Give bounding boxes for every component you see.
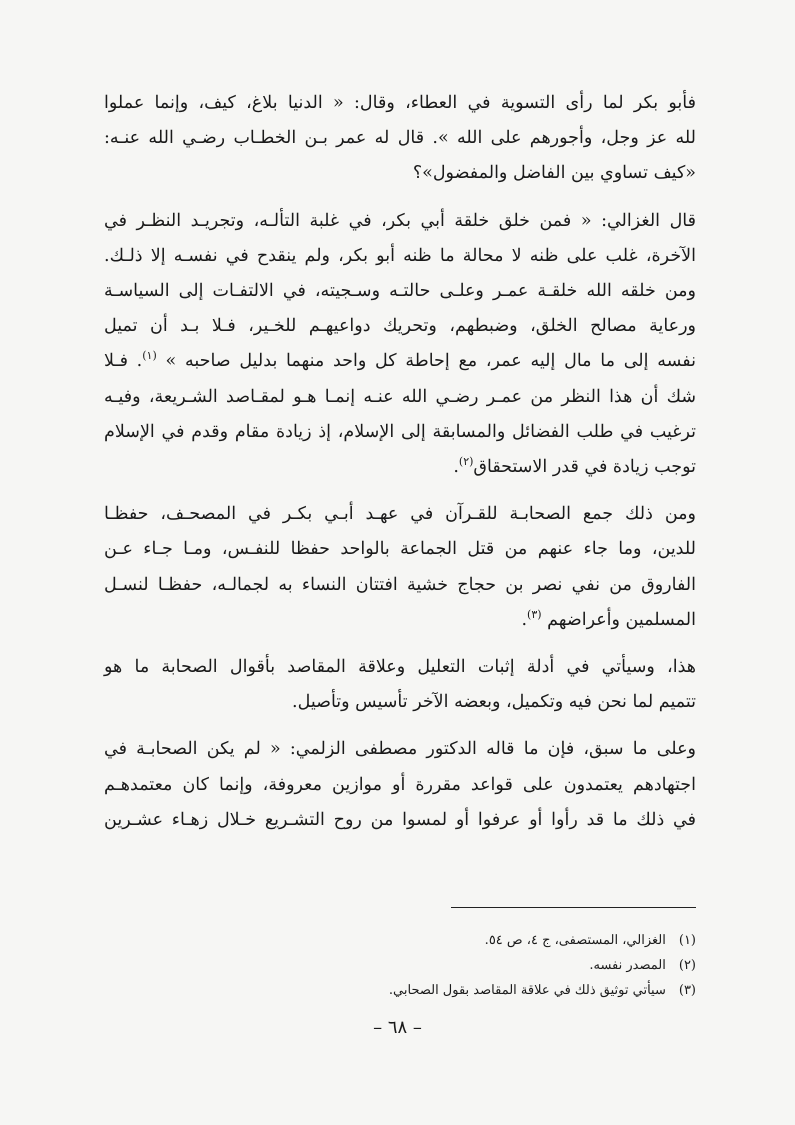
- paragraph-1: [104, 86, 696, 192]
- footnote-number: (٢): [678, 958, 696, 973]
- paragraph-4: [104, 650, 696, 720]
- footnote-ref: (٣): [527, 608, 542, 622]
- text-segment: نفسه إلى ما مال إليه عمر، مع إحاطة كل واحد منهما بدليل صاحبه »: [165, 351, 696, 372]
- footnote-divider: [451, 907, 696, 908]
- text-line: وعلى ما سبق، فإن ما قاله الدكتور مصطفى الزلمي: « لم يكن الصحابـة في: [104, 739, 696, 760]
- text-line: نفسه إلى ما مال إليه عمر، مع إحاطة كل واحد منهما بدليل صاحبه » $^{(١)}$. فـلا: [104, 349, 696, 372]
- text-segment: المسلمين وأعراضهم: [547, 609, 696, 630]
- footnote-text: سيأتي توثيق ذلك في علاقة المقاصد بقول الصحابي.: [388, 983, 666, 998]
- text-line: شك أن هذا النظر من عمـر رضـي الله عنـه إنمـا هـو لمقـاصد الشـريعة، وفيـه: [104, 386, 696, 407]
- footnote-text: المصدر نفسه.: [589, 958, 666, 973]
- text-line: الفاروق من نفي نصر بن حجاج خشية افتتان النساء به لجمالـه، حفظـا لنسـل: [104, 574, 696, 595]
- footnote-item: [300, 928, 696, 953]
- end-punct: .: [453, 457, 459, 478]
- text-line: اجتهادهم يعتمدون على قواعد مقررة أو موازين معروفة، وإنما كان معتمدهـم: [104, 774, 696, 795]
- text-line: ترغيب في طلب الفضائل والمسابقة إلى الإسلام، إذ زيادة مقام وقدم في الإسلام: [104, 421, 696, 442]
- page-number: – ٦٨ –: [373, 1017, 422, 1038]
- text-line: فأبو بكر لما رأى التسوية في العطاء، وقال: « الدنيا بلاغ، كيف، وإنما عملوا: [104, 93, 696, 113]
- text-line: ومن ذلك جمع الصحابـة للقـرآن في عهـد أبـي بكـر في المصحـف، حفظـا: [104, 504, 696, 525]
- text-line: لله عز وجل، وأجورهم على الله ». قال له عمر بـن الخطـاب رضـي الله عنـه:: [104, 128, 696, 149]
- main-text: [104, 86, 696, 850]
- footnote-number: (١): [678, 933, 696, 948]
- text-segment: فـلا: [104, 351, 128, 372]
- text-line: ورعاية مصالح الخلق، وضبطهم، وتحريك دواعيهـم للخـير، فـلا بـد أن تميل: [104, 316, 696, 337]
- footnote-ref: (١): [142, 349, 157, 363]
- text-line: تتميم لما نحن فيه وتكميل، وبعضه الآخر تأسيس وتأصيل.: [292, 692, 696, 713]
- footnote-item: [300, 953, 696, 978]
- text-segment: توجب زيادة في قدر الاستحقاق: [473, 457, 696, 478]
- footnote-ref: (٢): [458, 455, 474, 469]
- footnote-number: (٣): [678, 983, 696, 998]
- text-line: [104, 450, 696, 485]
- footnotes: [300, 928, 696, 1003]
- footnote-text: الغزالي، المستصفى، ج ٤، ص ٥٤.: [484, 933, 666, 948]
- text-line: في ذلك ما قد رأوا أو عرفوا أو لمسوا من روح التشـريع خـلال زهـاء عشـرين: [104, 809, 696, 830]
- paragraph-5: [104, 732, 696, 838]
- text-line: ومن خلقه الله خلقـة عمـر وعلـى حالتـه وسـجيته، في الالتفـات إلى السياسـة: [104, 281, 696, 302]
- end-punct: .: [521, 609, 528, 630]
- footnote-item: [300, 978, 696, 1003]
- text-line: قال الغزالي: « فمن خلق خلقة أبي بكر، في غلبة التألـه، وتجريـد النظـر في: [104, 210, 696, 231]
- text-line: هذا، وسيأتي في أدلة إثبات التعليل وعلاقة المقاصد بأقوال الصحابة ما هو: [104, 657, 696, 678]
- paragraph-2: [104, 204, 696, 486]
- text-line: الآخرة، غلب على ظنه لا محالة ما ظنه أبو بكر، ولم ينقدح في نفسـه إلا ذلـك.: [104, 245, 696, 266]
- text-line: [104, 603, 696, 638]
- text-line: للدين، وما جاء عنهم من قتل الجماعة بالواحد حفظا للنفـس، ومـا جـاء عـن: [104, 539, 696, 560]
- paragraph-3: [104, 497, 696, 638]
- text-line: «كيف تساوي بين الفاضل والمفضول»؟: [412, 163, 696, 184]
